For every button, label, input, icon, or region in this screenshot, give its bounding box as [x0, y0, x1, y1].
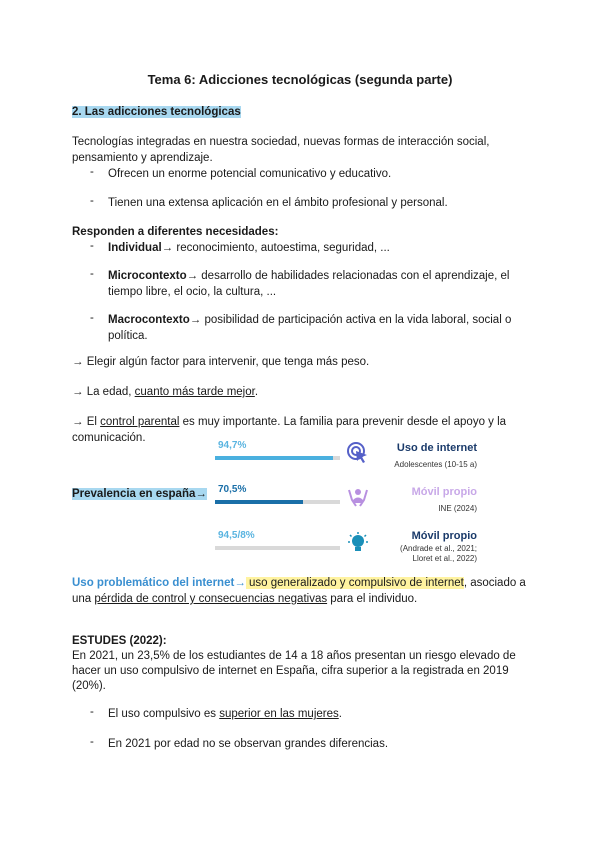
intro-line-1: Tecnologías integradas en nuestra sociedad, nuevas formas de interacción social, — [72, 136, 490, 148]
intro-bullet-1: Ofrecen un enorme potencial comunicativo y educativo. — [108, 168, 392, 180]
stat-value: 94,5/8% — [218, 530, 255, 541]
section-heading: 2. Las adicciones tecnológicas — [72, 106, 241, 118]
needs-item-macrocontexto: Macrocontexto→ posibilidad de participación activa en la vida laboral, social o política. — [108, 314, 512, 342]
lightbulb-icon — [347, 532, 369, 554]
stat-value: 94,7% — [218, 440, 247, 451]
prevalence-infographic — [215, 438, 485, 568]
stat-bar-track — [215, 456, 340, 460]
estudes-bullet-1: El uso compulsivo es superior en las mujeres. — [108, 708, 342, 720]
stat-bar-track — [215, 546, 340, 550]
stat-source: Adolescentes (10-15 a) — [394, 460, 477, 469]
hands-people-icon — [347, 486, 369, 508]
needs-heading: Responden a diferentes necesidades: — [72, 226, 279, 238]
stat-source: (Andrade et al., 2021; — [400, 544, 477, 553]
stat-title: Móvil propio — [411, 486, 477, 498]
cursor-click-icon — [347, 442, 369, 464]
stat-bar-track — [215, 500, 340, 504]
needs-item-individual: Individual→ reconocimiento, autoestima, seguridad, ... — [108, 242, 390, 254]
stat-value: 70,5% — [218, 484, 247, 495]
intro-bullet-2: Tienen una extensa aplicación en el ámbito profesional y personal. — [108, 197, 448, 209]
bullet-dash: - — [90, 166, 94, 178]
bullet-dash: - — [90, 240, 94, 252]
estudes-line-3: (20%). — [72, 680, 106, 692]
bullet-dash: - — [90, 195, 94, 207]
intro-line-2: pensamiento y aprendizaje. — [72, 152, 213, 164]
problem-definition: Uso problemático del internet→ uso generalizado y compulsivo de internet, asociado a una pérdida de control y consecuencias negativas para el individuo. — [72, 577, 526, 605]
estudes-line-1: En 2021, un 23,5% de los estudiantes de 14 a 18 años presentan un riesgo elevado de — [72, 650, 516, 662]
bullet-dash: - — [90, 268, 94, 280]
estudes-line-2: hacer un uso compulsivo de internet en España, cifra superior a la registrada en 2019 — [72, 665, 509, 677]
page-title: Tema 6: Adicciones tecnológicas (segunda parte) — [147, 72, 453, 87]
bullet-dash: - — [90, 736, 94, 748]
stat-bar-fill — [215, 500, 303, 504]
stat-title: Móvil propio — [411, 530, 477, 542]
prevalence-label: Prevalencia en españa→ — [72, 488, 207, 500]
stat-bar-fill — [215, 456, 333, 460]
point-1: → Elegir algún factor para intervenir, que tenga más peso. — [72, 356, 370, 368]
point-2: → La edad, cuanto más tarde mejor. — [72, 386, 259, 398]
needs-item-microcontexto: Microcontexto→ desarrollo de habilidades relacionadas con el aprendizaje, el tiempo libre, el ocio, la cultura, ... — [108, 270, 510, 298]
point-3: → El control parental es muy importante. La familia para prevenir desde el apoyo y la comunicación. — [72, 416, 507, 444]
bullet-dash: - — [90, 312, 94, 324]
bullet-dash: - — [90, 706, 94, 718]
estudes-heading: ESTUDES (2022): — [72, 635, 167, 647]
stat-title: Uso de internet — [396, 442, 477, 454]
stat-source: Lloret et al., 2022) — [412, 554, 477, 563]
stat-source: INE (2024) — [438, 504, 477, 513]
estudes-bullet-2: En 2021 por edad no se observan grandes diferencias. — [108, 738, 389, 750]
